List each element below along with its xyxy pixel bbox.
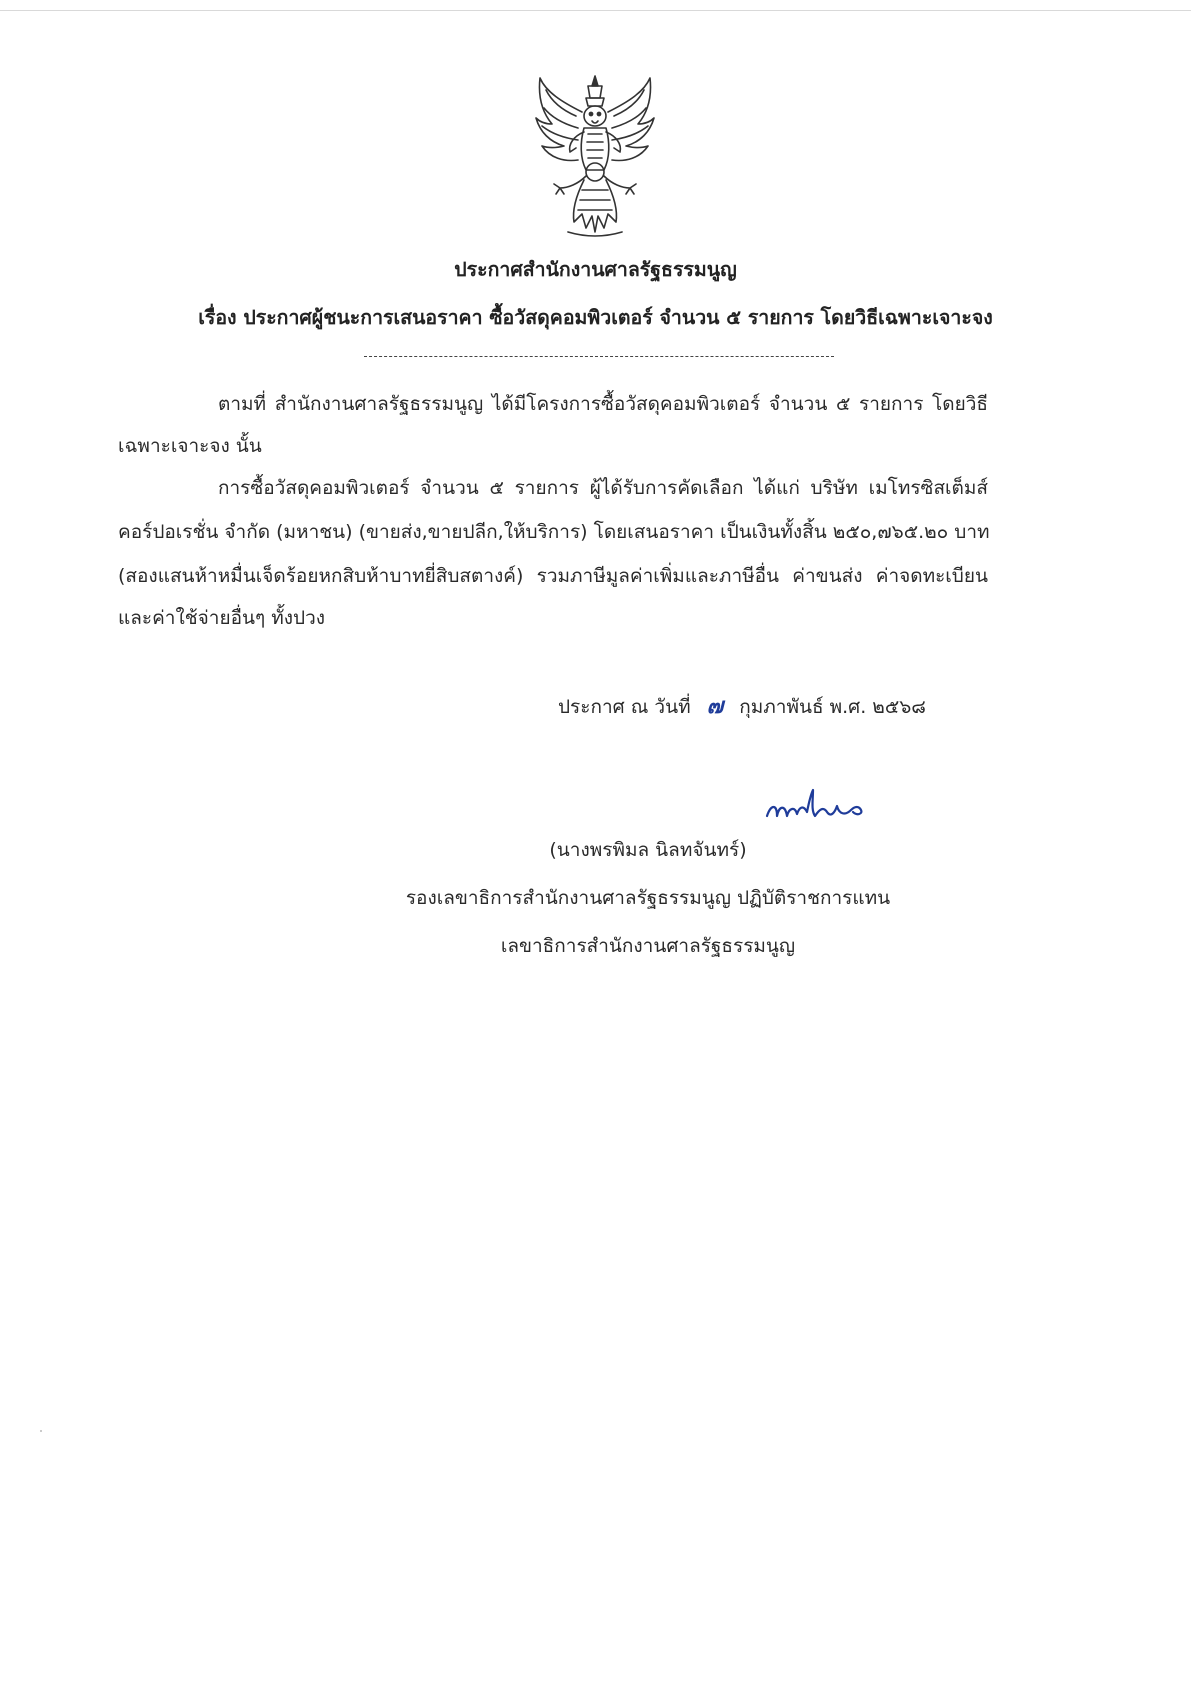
paragraph-2-line-2: คอร์ปอเรชั่น จำกัด (มหาชน) (ขายส่ง,ขายปลีก,ให้บริการ) โดยเสนอราคา เป็นเงินทั้งสิ้น ๒๕๐,๗๖๕.๒๐ บาท <box>118 521 990 543</box>
paragraph-1-line-2: เฉพาะเจาะจง นั้น <box>118 435 262 457</box>
paragraph-2-line-3: (สองแสนห้าหมื่นเจ็ดร้อยหกสิบห้าบาทยี่สิบสตางค์) รวมภาษีมูลค่าเพิ่มและภาษีอื่น ค่าขนส่ง ค่าจดทะเบียน <box>118 565 988 587</box>
scan-top-edge <box>0 10 1191 11</box>
handwritten-signature-icon <box>763 782 873 832</box>
scan-speck <box>40 1430 42 1432</box>
announcement-dateline <box>558 692 926 721</box>
signatory-position-line-2: เลขาธิการสำนักงานศาลรัฐธรรมนูญ <box>500 935 796 957</box>
dateline-prefix: ประกาศ ณ วันที่ <box>558 696 691 718</box>
garuda-emblem-icon <box>532 72 658 240</box>
signatory-name: (นางพรพิมล นิลทจันทร์) <box>549 839 747 861</box>
paragraph-2-line-1: การซื้อวัสดุคอมพิวเตอร์ จำนวน ๕ รายการ ผู้ได้รับการคัดเลือก ได้แก่ บริษัท เมโทรซิสเต็มส์ <box>218 477 988 499</box>
paragraph-2-line-4: และค่าใช้จ่ายอื่นๆ ทั้งปวง <box>118 607 326 629</box>
title-separator <box>364 356 834 357</box>
paragraph-1-line-1: ตามที่ สำนักงานศาลรัฐธรรมนูญ ได้มีโครงการซื้อวัสดุคอมพิวเตอร์ จำนวน ๕ รายการ โดยวิธี <box>218 393 988 415</box>
dateline-day: ๗ <box>706 693 724 719</box>
signatory-position-line-1: รองเลขาธิการสำนักงานศาลรัฐธรรมนูญ ปฏิบัติราชการแทน <box>405 887 891 909</box>
dateline-suffix: กุมภาพันธ์ พ.ศ. ๒๕๖๘ <box>739 696 926 718</box>
announcement-title: ประกาศสำนักงานศาลรัฐธรรมนูญ <box>454 258 737 281</box>
announcement-subject: เรื่อง ประกาศผู้ชนะการเสนอราคา ซื้อวัสดุคอมพิวเตอร์ จำนวน ๕ รายการ โดยวิธีเฉพาะเจาะจง <box>198 306 993 329</box>
